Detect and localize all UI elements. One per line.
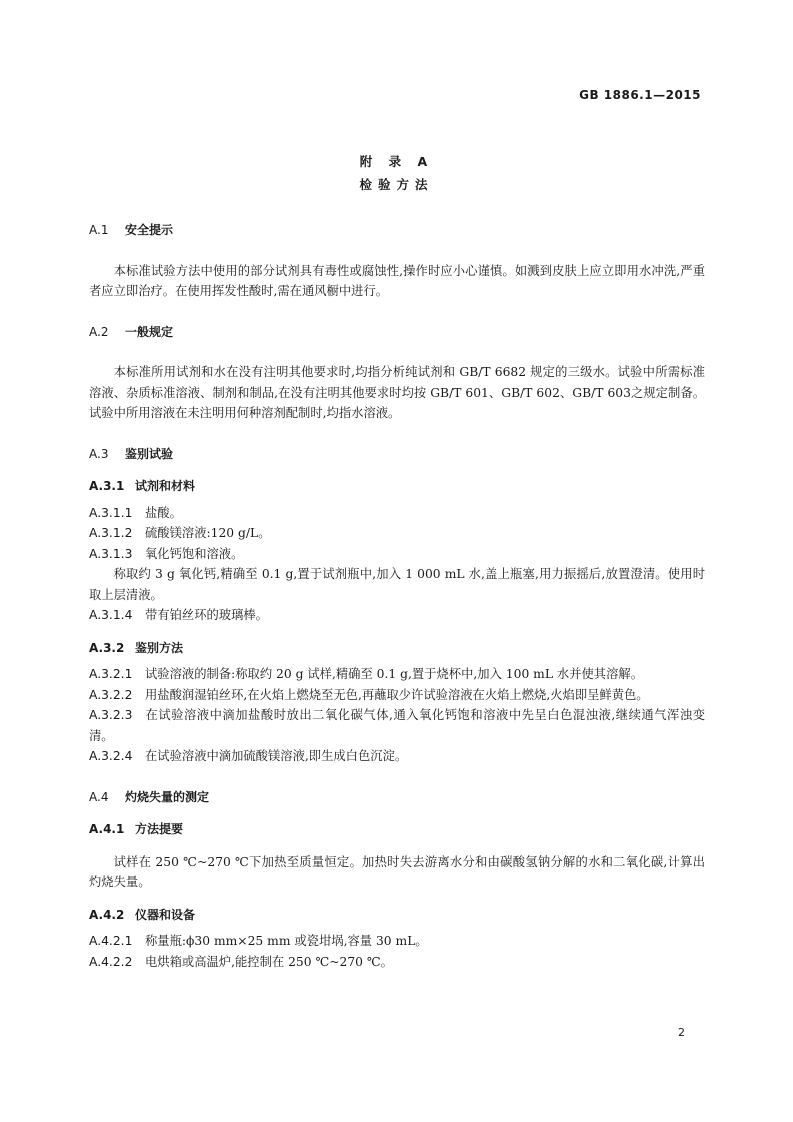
paragraph: 称取约 3 g 氧化钙,精确至 0.1 g,置于试剂瓶中,加入 1 000 mL 水,盖上瓶塞,用力振摇后,放置澄清。使用时取上层清液。 xyxy=(89,567,705,602)
subsection-heading xyxy=(89,476,705,497)
list-item xyxy=(89,685,705,706)
section-number: A.2 xyxy=(89,324,109,339)
item-text: 带有铂丝环的玻璃棒。 xyxy=(145,608,268,622)
section-heading xyxy=(89,787,705,808)
item-text: 盐酸。 xyxy=(145,505,182,520)
section-heading xyxy=(89,322,705,343)
section-heading xyxy=(89,444,705,465)
page-number: 2 xyxy=(678,1026,685,1039)
list-item xyxy=(89,664,705,685)
section-number: A.4 xyxy=(89,789,109,804)
item-number: A.3.1.2 xyxy=(89,526,133,540)
subsection-number: A.4.2 xyxy=(89,907,125,922)
appendix-title: 附 录 A xyxy=(359,154,434,169)
item-text: 用盐酸润湿铂丝环,在火焰上燃烧至无色,再蘸取少许试验溶液在火焰上燃烧,火焰即呈鲜黄色。 xyxy=(145,687,649,702)
item-number: A.4.2.1 xyxy=(89,934,133,948)
item-text: 试验溶液的制备:称取约 20 g 试样,精确至 0.1 g,置于烧杯中,加入 100 mL 水并使其溶解。 xyxy=(145,667,643,681)
subsection-title: 鉴别方法 xyxy=(135,640,184,655)
document-body xyxy=(89,220,705,972)
item-text: 在试验溶液中滴加盐酸时放出二氧化碳气体,通入氧化钙饱和溶液中先呈白色混浊液,继续通气浑浊变清。 xyxy=(89,708,705,743)
item-number: A.3.1.3 xyxy=(89,546,133,561)
item-text: 电烘箱或高温炉,能控制在 250 ℃~270 ℃。 xyxy=(145,954,393,969)
item-text: 硫酸镁溶液:120 g/L。 xyxy=(145,526,271,540)
subsection-title: 方法提要 xyxy=(135,822,184,836)
section-title: 一般规定 xyxy=(125,324,174,339)
subsection-title: 试剂和材料 xyxy=(135,479,196,493)
subsection-title: 仪器和设备 xyxy=(135,907,196,922)
section-number: A.3 xyxy=(89,446,109,461)
list-item xyxy=(89,503,705,524)
item-text: 在试验溶液中滴加硫酸镁溶液,即生成白色沉淀。 xyxy=(145,749,408,763)
list-item xyxy=(89,705,705,746)
list-item xyxy=(89,931,705,952)
item-text: 称量瓶:ϕ30 mm×25 mm 或瓷坩埚,容量 30 mL。 xyxy=(145,934,428,948)
subsection-number: A.3.2 xyxy=(89,640,125,655)
list-item xyxy=(89,544,705,565)
section-title: 鉴别试验 xyxy=(125,446,174,461)
subsection-heading xyxy=(89,905,705,926)
section-heading xyxy=(89,220,705,241)
appendix-subtitle: 检验方法 xyxy=(359,177,434,192)
subsection-heading xyxy=(89,638,705,659)
list-item xyxy=(89,952,705,973)
list-item xyxy=(89,746,705,767)
paragraph: 本标准试验方法中使用的部分试剂具有毒性或腐蚀性,操作时应小心谨慎。如溅到皮肤上应立即用水冲洗,严重者应立即治疗。在使用挥发性酸时,需在通风橱中进行。 xyxy=(89,263,705,298)
item-number: A.3.2.4 xyxy=(89,749,133,763)
section-title: 安全提示 xyxy=(125,223,174,237)
subsection-number: A.4.1 xyxy=(89,822,125,836)
item-number: A.3.1.4 xyxy=(89,608,133,622)
standard-number: GB 1886.1—2015 xyxy=(579,88,701,102)
item-number: A.3.2.2 xyxy=(89,687,133,702)
subsection-number: A.3.1 xyxy=(89,479,125,493)
section-number: A.1 xyxy=(89,223,109,237)
subsection-heading xyxy=(89,819,705,840)
item-number: A.3.2.3 xyxy=(89,708,133,722)
section-title: 灼烧失量的测定 xyxy=(125,789,210,804)
paragraph: 本标准所用试剂和水在没有注明其他要求时,均指分析纯试剂和 GB/T 6682 规定的三级水。试验中所需标准溶液、杂质标准溶液、制剂和制品,在没有注明其他要求时均按 GB/T 601、GB/T 602、GB/T 603之规定制备。试验中所用溶液在未注明用何种溶剂配制时,均指水溶液。 xyxy=(89,365,705,420)
paragraph: 试样在 250 ℃~270 ℃下加热至质量恒定。加热时失去游离水分和由碳酸氢钠分解的水和二氧化碳,计算出灼烧失量。 xyxy=(89,854,705,889)
list-item xyxy=(89,523,705,544)
item-number: A.3.2.1 xyxy=(89,667,133,681)
item-text: 氧化钙饱和溶液。 xyxy=(145,546,244,561)
item-number: A.4.2.2 xyxy=(89,954,133,969)
item-number: A.3.1.1 xyxy=(89,505,133,520)
list-item xyxy=(89,605,705,626)
